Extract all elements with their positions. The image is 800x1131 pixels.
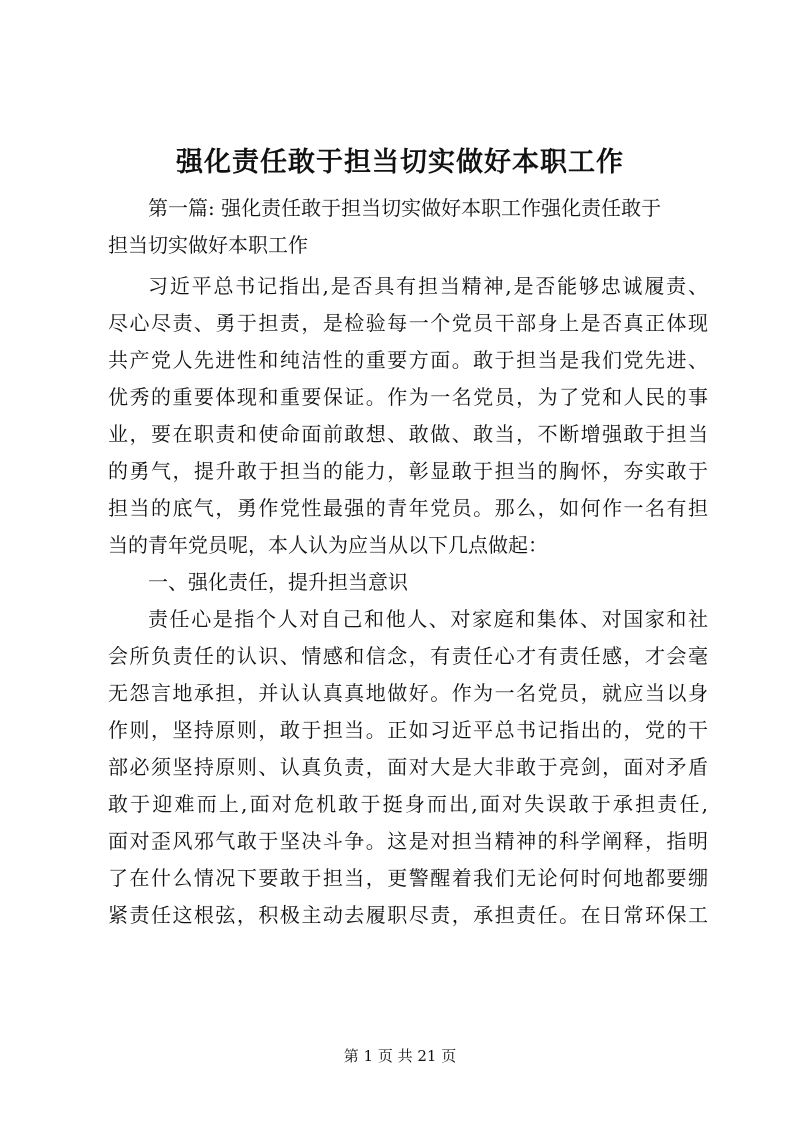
- page-title: 强化责任敢于担当切实做好本职工作: [176, 147, 624, 178]
- text-line: 责任心是指个人对自己和他人、对家庭和集体、对国家和社: [148, 607, 708, 631]
- text-line: 第一篇: 强化责任敢于担当切实做好本职工作强化责任敢于: [148, 196, 662, 220]
- text-line: 作则，坚持原则，敢于担当。正如习近平总书记指出的，党的干: [108, 718, 708, 742]
- text-line: 优秀的重要体现和重要保证。作为一名党员，为了党和人民的事: [108, 385, 708, 409]
- page-number-footer: 第 1 页 共 21 页: [343, 1047, 457, 1065]
- text-line: 习近平总书记指出,是否具有担当精神,是否能够忠诚履责、: [148, 274, 708, 298]
- text-line: 会所负责任的认识、情感和信念，有责任心才有责任感，才会毫: [108, 644, 708, 668]
- text-line: 了在什么情况下要敢于担当，更警醒着我们无论何时何地都要绷: [108, 866, 708, 890]
- text-line: 的勇气，提升敢于担当的能力，彰显敢于担当的胸怀，夯实敢于: [108, 459, 708, 483]
- text-line: 面对歪风邪气敢于坚决斗争。这是对担当精神的科学阐释，指明: [108, 829, 708, 853]
- text-line: 尽心尽责、勇于担责，是检验每一个党员干部身上是否真正体现: [108, 311, 708, 335]
- text-line: 担当的底气，勇作党性最强的青年党员。那么，如何作一名有担: [108, 496, 708, 520]
- text-line: 业，要在职责和使命面前敢想、敢做、敢当，不断增强敢于担当: [108, 422, 708, 446]
- text-line: 敢于迎难而上,面对危机敢于挺身而出,面对失误敢于承担责任,: [108, 792, 708, 816]
- text-line: 无怨言地承担，并认认真真地做好。作为一名党员，就应当以身: [108, 681, 708, 705]
- text-line: 紧责任这根弦，积极主动去履职尽责，承担责任。在日常环保工: [108, 903, 708, 927]
- text-line: 担当切实做好本职工作: [108, 233, 308, 257]
- text-line: 共产党人先进性和纯洁性的重要方面。敢于担当是我们党先进、: [108, 348, 708, 372]
- section-heading: 一、强化责任，提升担当意识: [148, 570, 408, 594]
- text-line: 部必须坚持原则、认真负责，面对大是大非敢于亮剑，面对矛盾: [108, 755, 708, 779]
- text-line: 当的青年党员呢，本人认为应当从以下几点做起：: [108, 533, 548, 557]
